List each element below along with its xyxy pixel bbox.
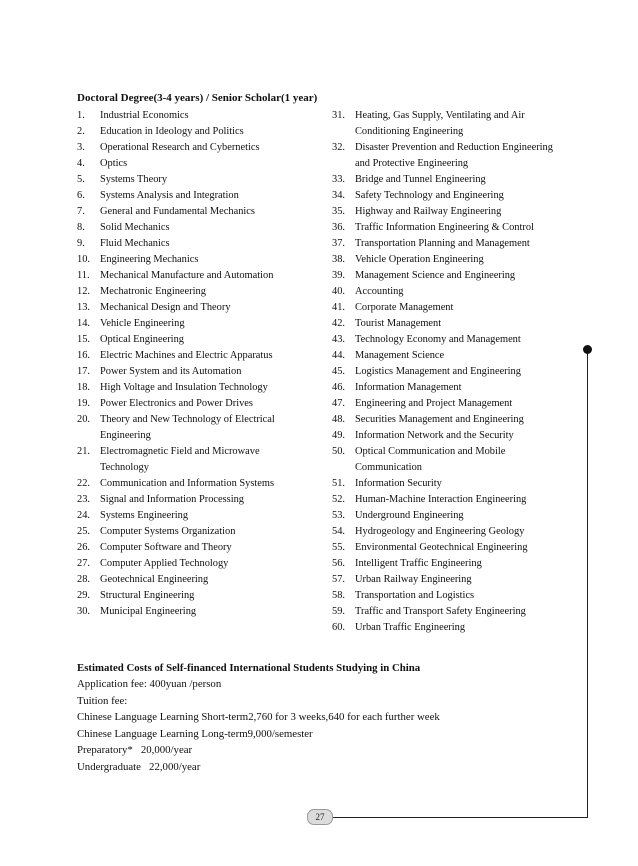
program-list-item — [332, 428, 572, 444]
program-list-item — [77, 236, 317, 252]
program-name — [355, 620, 572, 636]
program-name-line: Structural Engineering — [100, 590, 195, 601]
program-name-line: Optical Engineering — [100, 334, 184, 345]
program-list-item — [77, 204, 317, 220]
program-name-line: High Voltage and Insulation Technology — [100, 382, 268, 393]
program-name-line: Heating, Gas Supply, Ventilating and Air — [355, 110, 525, 121]
program-number: 20. — [77, 414, 90, 425]
program-list-item — [77, 524, 317, 540]
program-name-line: Technology — [100, 462, 149, 473]
program-number: 22. — [77, 478, 90, 489]
program-name — [355, 540, 572, 556]
program-list-item — [332, 540, 572, 556]
program-list-item — [77, 412, 317, 444]
program-name-line: Municipal Engineering — [100, 606, 197, 617]
margin-rule-vertical — [587, 349, 588, 818]
program-list-item — [77, 556, 317, 572]
program-name-line: Underground Engineering — [355, 510, 464, 521]
program-name — [355, 428, 572, 444]
program-list-item — [77, 140, 317, 156]
program-name — [355, 252, 572, 268]
program-list-item — [77, 540, 317, 556]
program-name-line: Education in Ideology and Politics — [100, 126, 244, 137]
program-name-line: Environmental Geotechnical Engineering — [355, 542, 528, 553]
program-list-item — [77, 364, 317, 380]
program-number: 52. — [332, 494, 345, 505]
program-name-line: Tourist Management — [355, 318, 442, 329]
program-name — [100, 204, 317, 220]
program-name-line: and Protective Engineering — [355, 158, 469, 169]
program-name — [355, 572, 572, 588]
program-name — [355, 412, 572, 428]
program-name-line: Hydrogeology and Engineering Geology — [355, 526, 525, 537]
program-name-line: Power System and its Automation — [100, 366, 242, 377]
program-list-item — [332, 188, 572, 204]
program-name — [100, 412, 317, 444]
program-name-line: Mechatronic Engineering — [100, 286, 206, 297]
program-name — [355, 316, 572, 332]
program-list-item — [332, 444, 572, 476]
program-number: 51. — [332, 478, 345, 489]
program-name-line: General and Fundamental Mechanics — [100, 206, 255, 217]
program-name-line: Management Science and Engineering — [355, 270, 516, 281]
program-name-line: Safety Technology and Engineering — [355, 190, 504, 201]
program-list-item — [77, 348, 317, 364]
program-number: 15. — [77, 334, 90, 345]
program-name-line: Bridge and Tunnel Engineering — [355, 174, 486, 185]
program-list-item — [77, 588, 317, 604]
program-number: 9. — [77, 238, 85, 249]
program-list-item — [332, 268, 572, 284]
program-number: 54. — [332, 526, 345, 537]
program-list-item — [77, 492, 317, 508]
program-name — [100, 236, 317, 252]
program-name-line: Solid Mechanics — [100, 222, 170, 233]
program-list-item — [77, 284, 317, 300]
program-name — [100, 556, 317, 572]
program-list-item — [332, 172, 572, 188]
program-name-line: Systems Analysis and Integration — [100, 190, 239, 201]
program-name-line: Engineering and Project Management — [355, 398, 513, 409]
program-number: 2. — [77, 126, 85, 137]
program-name-line: Engineering Mechanics — [100, 254, 199, 265]
program-name-line: Mechanical Design and Theory — [100, 302, 231, 313]
program-number: 18. — [77, 382, 90, 393]
program-name — [355, 380, 572, 396]
program-list-item — [332, 620, 572, 636]
program-name — [100, 364, 317, 380]
program-number: 44. — [332, 350, 345, 361]
program-number: 37. — [332, 238, 345, 249]
program-name — [100, 396, 317, 412]
program-number: 33. — [332, 174, 345, 185]
program-name — [355, 348, 572, 364]
program-name-line: Highway and Railway Engineering — [355, 206, 502, 217]
program-name-line: Information Network and the Security — [355, 430, 514, 441]
program-number: 21. — [77, 446, 90, 457]
program-list-item — [332, 204, 572, 220]
program-list-item — [77, 396, 317, 412]
cost-line: Chinese Language Learning Short-term2,760 for 3 weeks,640 for each further week — [77, 711, 440, 723]
program-number: 59. — [332, 606, 345, 617]
program-number: 56. — [332, 558, 345, 569]
program-number: 35. — [332, 206, 345, 217]
program-list-item — [332, 332, 572, 348]
program-name — [355, 188, 572, 204]
program-name — [100, 604, 317, 620]
program-number: 23. — [77, 494, 90, 505]
program-name — [355, 284, 572, 300]
program-name — [355, 268, 572, 284]
program-number: 11. — [77, 270, 90, 281]
program-name-line: Industrial Economics — [100, 110, 189, 121]
program-list-item — [332, 348, 572, 364]
program-number: 53. — [332, 510, 345, 521]
program-name — [100, 332, 317, 348]
program-list-left — [77, 108, 317, 620]
program-number: 17. — [77, 366, 90, 377]
program-list-item — [77, 300, 317, 316]
program-name-line: Communication — [355, 462, 422, 473]
program-list-item — [77, 604, 317, 620]
program-name — [355, 508, 572, 524]
program-name — [100, 220, 317, 236]
program-name — [100, 268, 317, 284]
program-name — [355, 604, 572, 620]
program-name-line: Vehicle Operation Engineering — [355, 254, 484, 265]
program-number: 5. — [77, 174, 85, 185]
program-name-line: Vehicle Engineering — [100, 318, 185, 329]
program-number: 38. — [332, 254, 345, 265]
program-list-item — [332, 604, 572, 620]
program-name-line: Securities Management and Engineering — [355, 414, 524, 425]
program-number: 4. — [77, 158, 85, 169]
program-number: 13. — [77, 302, 90, 313]
program-number: 57. — [332, 574, 345, 585]
program-name — [100, 156, 317, 172]
program-number: 28. — [77, 574, 90, 585]
program-name-line: Computer Systems Organization — [100, 526, 236, 537]
program-name — [100, 140, 317, 156]
program-list-item — [332, 108, 572, 140]
program-name — [100, 316, 317, 332]
program-name-line: Management Science — [355, 350, 445, 361]
program-list-item — [332, 252, 572, 268]
program-name-line: Computer Software and Theory — [100, 542, 232, 553]
program-name-line: Urban Traffic Engineering — [355, 622, 466, 633]
program-name-line: Signal and Information Processing — [100, 494, 245, 505]
program-number: 7. — [77, 206, 85, 217]
program-number: 12. — [77, 286, 90, 297]
program-name — [355, 236, 572, 252]
program-name-line: Transportation Planning and Management — [355, 238, 530, 249]
program-number: 46. — [332, 382, 345, 393]
page-number: 27 — [307, 809, 333, 825]
program-name — [100, 124, 317, 140]
program-name — [355, 588, 572, 604]
program-name — [355, 108, 572, 140]
program-name-line: Optical Communication and Mobile — [355, 446, 506, 457]
margin-rule-horizontal — [330, 817, 588, 818]
program-number: 31. — [332, 110, 345, 121]
program-name — [100, 172, 317, 188]
program-number: 27. — [77, 558, 90, 569]
program-name — [100, 380, 317, 396]
program-name-line: Engineering — [100, 430, 151, 441]
program-name — [100, 252, 317, 268]
program-list-item — [77, 124, 317, 140]
program-name — [355, 172, 572, 188]
program-name-line: Geotechnical Engineering — [100, 574, 209, 585]
program-list-item — [77, 220, 317, 236]
program-name — [355, 492, 572, 508]
program-list-item — [332, 508, 572, 524]
program-name-line: Conditioning Engineering — [355, 126, 464, 137]
program-name — [355, 204, 572, 220]
program-name — [100, 572, 317, 588]
program-number: 47. — [332, 398, 345, 409]
program-name — [355, 364, 572, 380]
program-number: 43. — [332, 334, 345, 345]
program-list-item — [77, 156, 317, 172]
program-number: 8. — [77, 222, 85, 233]
program-number: 45. — [332, 366, 345, 377]
program-name-line: Systems Theory — [100, 174, 168, 185]
program-number: 19. — [77, 398, 90, 409]
program-name-line: Urban Railway Engineering — [355, 574, 472, 585]
program-name — [355, 396, 572, 412]
program-name — [100, 108, 317, 124]
program-number: 39. — [332, 270, 345, 281]
program-list-item — [77, 572, 317, 588]
program-name-line: Technology Economy and Management — [355, 334, 521, 345]
program-name-line: Human-Machine Interaction Engineering — [355, 494, 527, 505]
program-name — [100, 508, 317, 524]
program-number: 1. — [77, 110, 85, 121]
program-number: 3. — [77, 142, 85, 153]
program-list-item — [332, 492, 572, 508]
program-list-item — [77, 508, 317, 524]
program-list-item — [332, 588, 572, 604]
program-list-item — [332, 364, 572, 380]
program-list-item — [77, 316, 317, 332]
program-list-item — [332, 316, 572, 332]
program-name — [100, 300, 317, 316]
costs-title: Estimated Costs of Self-financed International Students Studying in China — [77, 662, 421, 674]
program-name — [355, 332, 572, 348]
program-name-line: Fluid Mechanics — [100, 238, 170, 249]
program-list-item — [332, 396, 572, 412]
program-number: 40. — [332, 286, 345, 297]
program-number: 48. — [332, 414, 345, 425]
program-list-item — [77, 332, 317, 348]
program-list-item — [332, 572, 572, 588]
program-name-line: Optics — [100, 158, 128, 169]
program-name-line: Logistics Management and Engineering — [355, 366, 521, 377]
program-list-item — [332, 524, 572, 540]
program-name-line: Power Electronics and Power Drives — [100, 398, 253, 409]
program-name — [100, 492, 317, 508]
program-name — [355, 556, 572, 572]
program-number: 55. — [332, 542, 345, 553]
program-name-line: Electromagnetic Field and Microwave — [100, 446, 260, 457]
cost-line: Tuition fee: — [77, 694, 128, 707]
program-name — [355, 140, 572, 172]
program-name-line: Traffic Information Engineering & Control — [355, 222, 534, 233]
program-name — [100, 348, 317, 364]
program-list-item — [77, 268, 317, 284]
program-name — [355, 300, 572, 316]
program-list-item — [332, 300, 572, 316]
program-list-item — [332, 380, 572, 396]
program-name — [355, 220, 572, 236]
program-name-line: Communication and Information Systems — [100, 478, 275, 489]
program-name — [100, 588, 317, 604]
program-name-line: Operational Research and Cybernetics — [100, 142, 260, 153]
program-number: 30. — [77, 606, 90, 617]
program-number: 60. — [332, 622, 345, 633]
cost-line: Application fee: 400yuan /person — [77, 678, 222, 690]
program-number: 14. — [77, 318, 90, 329]
program-name-line: Systems Engineering — [100, 510, 189, 521]
section-heading: Doctoral Degree(3-4 years) / Senior Scholar(1 year) — [77, 92, 318, 104]
program-list-item — [332, 284, 572, 300]
program-list-item — [332, 556, 572, 572]
program-name — [100, 540, 317, 556]
program-list-item — [332, 220, 572, 236]
cost-line: Undergraduate 22,000/year — [77, 760, 201, 773]
program-list-item — [77, 188, 317, 204]
program-list-item — [77, 172, 317, 188]
program-name — [355, 476, 572, 492]
program-list-item — [332, 236, 572, 252]
program-name-line: Theory and New Technology of Electrical — [100, 414, 275, 425]
program-name-line: Transportation and Logistics — [355, 590, 475, 601]
program-name — [100, 188, 317, 204]
program-name-line: Accounting — [355, 286, 404, 297]
program-name-line: Information Management — [355, 382, 462, 393]
program-number: 6. — [77, 190, 85, 201]
program-name-line: Intelligent Traffic Engineering — [355, 558, 482, 569]
program-list-item — [77, 252, 317, 268]
program-name-line: Computer Applied Technology — [100, 558, 229, 569]
program-name — [355, 524, 572, 540]
program-number: 29. — [77, 590, 90, 601]
program-number: 49. — [332, 430, 345, 441]
program-number: 10. — [77, 254, 90, 265]
program-number: 50. — [332, 446, 345, 457]
program-name-line: Electric Machines and Electric Apparatus — [100, 350, 273, 361]
cost-line: Chinese Language Learning Long-term9,000/semester — [77, 727, 313, 740]
program-name-line: Mechanical Manufacture and Automation — [100, 270, 274, 281]
program-list-right — [332, 108, 572, 636]
program-name-line: Information Security — [355, 478, 442, 489]
program-name — [100, 524, 317, 540]
program-number: 24. — [77, 510, 90, 521]
program-number: 36. — [332, 222, 345, 233]
program-list-item — [77, 476, 317, 492]
program-list-item — [332, 412, 572, 428]
program-number: 26. — [77, 542, 90, 553]
program-list-item — [77, 444, 317, 476]
program-list-item — [332, 140, 572, 172]
program-name — [100, 284, 317, 300]
margin-rule-dot — [583, 345, 592, 354]
program-number: 42. — [332, 318, 345, 329]
program-number: 34. — [332, 190, 345, 201]
cost-line: Preparatory* 20,000/year — [77, 744, 193, 756]
program-list-item — [332, 476, 572, 492]
program-name-line: Traffic and Transport Safety Engineering — [355, 606, 526, 617]
program-name — [100, 476, 317, 492]
program-name-line: Corporate Management — [355, 302, 454, 313]
program-number: 16. — [77, 350, 90, 361]
costs-section — [77, 660, 440, 775]
program-number: 25. — [77, 526, 90, 537]
program-list-item — [77, 380, 317, 396]
program-number: 32. — [332, 142, 345, 153]
program-number: 41. — [332, 302, 345, 313]
program-number: 58. — [332, 590, 345, 601]
program-list-item — [77, 108, 317, 124]
program-name — [100, 444, 317, 476]
program-name-line: Disaster Prevention and Reduction Engineering — [355, 142, 553, 153]
program-name — [355, 444, 572, 476]
